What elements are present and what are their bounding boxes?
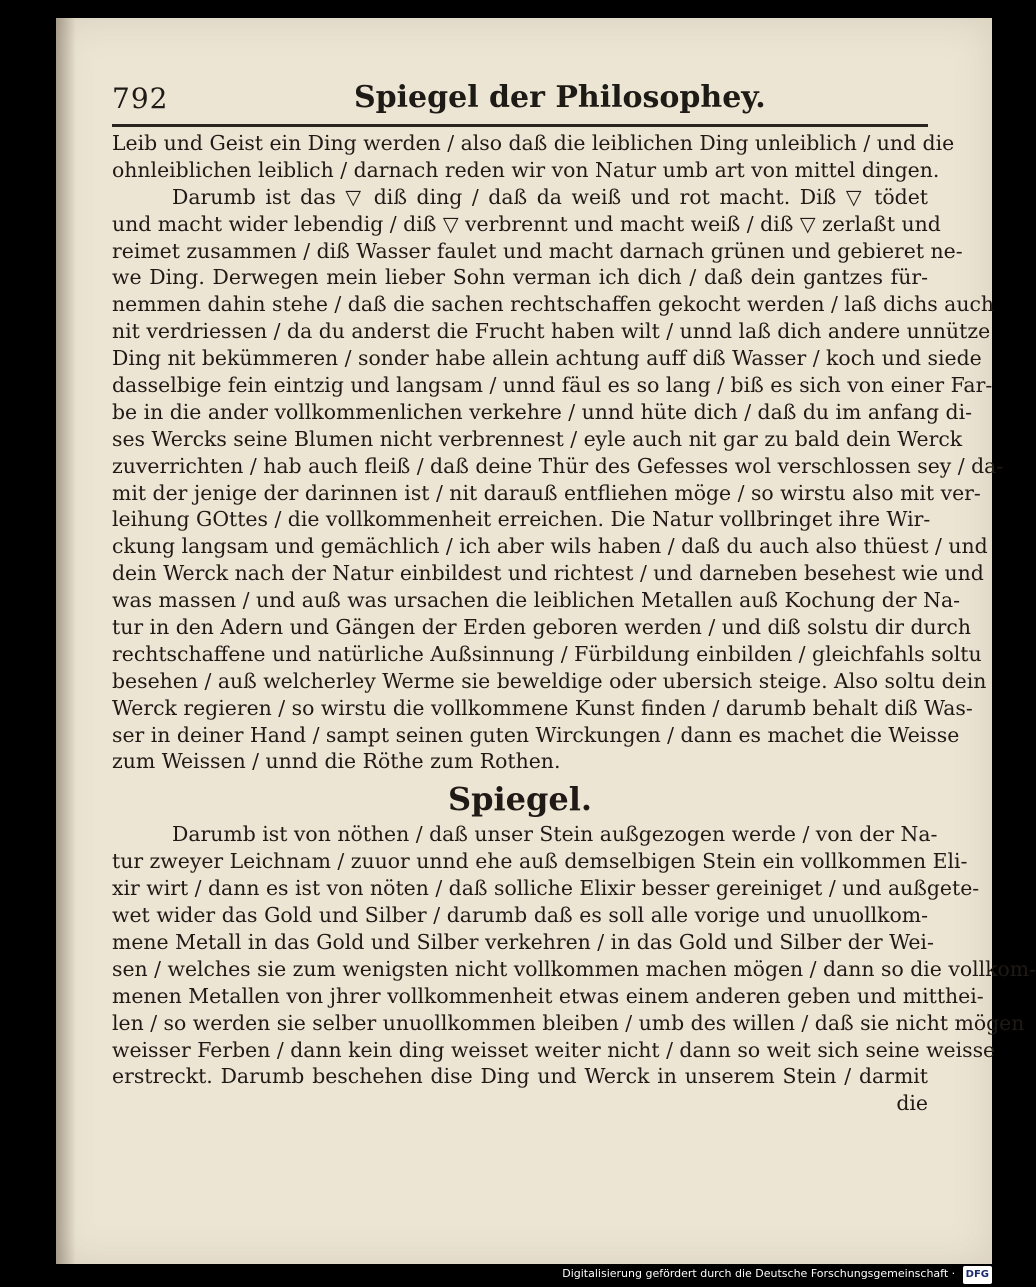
text-line: sen / welches sie zum wenigsten nicht vollkommen machen mögen / dann so die vollkom- <box>112 956 1036 981</box>
header-rule <box>112 124 928 127</box>
digitization-credit <box>562 1265 992 1283</box>
text-line: be in die ander vollkommenlichen verkehre / unnd hüte dich / daß du im anfang di- <box>112 399 972 424</box>
text-line: wet wider das Gold und Silber / darumb daß es soll alle vorige und unuollkom- <box>112 903 928 928</box>
text-line: Leib und Geist ein Ding werden / also daß die leiblichen Ding unleiblich / und die <box>112 131 955 155</box>
text-line: Werck regieren / so wirstu die vollkommene Kunst finden / darumb behalt diß Was- <box>112 695 973 720</box>
catchword: die <box>896 1091 928 1116</box>
text-line: ses Wercks seine Blumen nicht verbrennest / eyle auch nit gar zu bald dein Werck <box>112 426 963 451</box>
credit-text: Digitalisierung gefördert durch die Deutsche Forschungsgemeinschaft · <box>562 1267 956 1280</box>
text-line: dein Werck nach der Natur einbildest und richtest / und darneben besehest wie und <box>112 561 984 586</box>
text-line: mene Metall in das Gold und Silber verkehren / in das Gold und Silber der Wei- <box>112 929 934 954</box>
text-line: mit der jenige der darinnen ist / nit darauß entfliehen möge / so wirstu also mit ver- <box>112 480 981 505</box>
text-line: Ding nit bekümmeren / sonder habe allein achtung auff diß Wasser / koch und siede <box>112 346 982 371</box>
text-line: ohnleiblichen leiblich / darnach reden wir von Natur umb art von mittel dingen. <box>112 157 940 182</box>
text-line: erstreckt. Darumb beschehen dise Ding und Werck in unserem Stein / darmit <box>112 1064 928 1089</box>
text-line: we Ding. Derwegen mein lieber Sohn verman ich dich / daß dein gantzes für- <box>112 265 928 290</box>
text-line: dasselbige fein eintzig und langsam / unnd fäul es so lang / biß es sich von einer Far- <box>112 373 993 398</box>
text-line: und macht wider lebendig / diß ▽ verbrennt und macht weiß / diß ▽ zerlaßt und <box>112 211 941 236</box>
text-line: zuverrichten / hab auch fleiß / daß deine Thür des Gefesses wol verschlossen sey / da- <box>112 453 1004 478</box>
text-line: weisser Ferben / dann kein ding weisset weiter nicht / dann so weit sich seine weisse <box>112 1037 996 1062</box>
paragraph-2 <box>112 821 1036 1090</box>
text-line: menen Metallen von jhrer vollkommenheit etwas einem anderen geben und mitthei- <box>112 983 984 1008</box>
running-head <box>112 82 932 122</box>
page-text <box>112 130 1036 1117</box>
text-line: Darumb ist von nöthen / daß unser Stein außgezogen werde / von der Na- <box>172 822 938 847</box>
text-line: besehen / auß welcherley Werme sie beweldige oder ubersich steige. Also soltu dein <box>112 668 987 693</box>
running-title: Spiegel der Philosophey. <box>354 80 766 115</box>
text-line: reimet zusammen / diß Wasser faulet und macht darnach grünen und gebieret ne- <box>112 238 963 263</box>
dfg-logo: DFG <box>963 1266 992 1284</box>
text-line: Darumb ist das ▽ diß ding / daß da weiß und rot macht. Diß ▽ tödet <box>172 184 928 209</box>
text-line: rechtschaffene und natürliche Außsinnung / Fürbildung einbilden / gleichfahls soltu <box>112 641 982 666</box>
text-line: nit verdriessen / da du anderst die Frucht haben wilt / unnd laß dich andere unnütze <box>112 319 991 344</box>
text-line: nemmen dahin stehe / daß die sachen rechtschaffen gekocht werden / laß dichs auch <box>112 292 995 317</box>
text-line: tur in den Adern und Gängen der Erden geboren werden / und diß solstu dir durch <box>112 615 971 640</box>
section-heading: Spiegel. <box>447 780 593 819</box>
text-line: ser in deiner Hand / sampt seinen guten Wirckungen / dann es machet die Weisse <box>112 722 960 747</box>
text-line: zum Weissen / unnd die Röthe zum Rothen. <box>112 749 561 774</box>
text-line: xir wirt / dann es ist von nöten / daß solliche Elixir besser gereiniget / und außgete- <box>112 876 980 901</box>
text-line: ckung langsam und gemächlich / ich aber wils haben / daß du auch also thüest / und <box>112 534 988 559</box>
page-gutter-shadow <box>56 18 76 1264</box>
text-line: was massen / und auß was ursachen die leiblichen Metallen auß Kochung der Na- <box>112 588 961 613</box>
text-line: leihung GOttes / die vollkommenheit erreichen. Die Natur vollbringet ihre Wir- <box>112 507 931 532</box>
paragraph-1 <box>112 130 1004 775</box>
page-number: 792 <box>112 82 169 115</box>
text-line: tur zweyer Leichnam / zuuor unnd ehe auß demselbigen Stein ein vollkommen Eli- <box>112 849 968 874</box>
text-line: len / so werden sie selber unuollkommen bleiben / umb des willen / daß sie nicht mögen <box>112 1010 1025 1035</box>
